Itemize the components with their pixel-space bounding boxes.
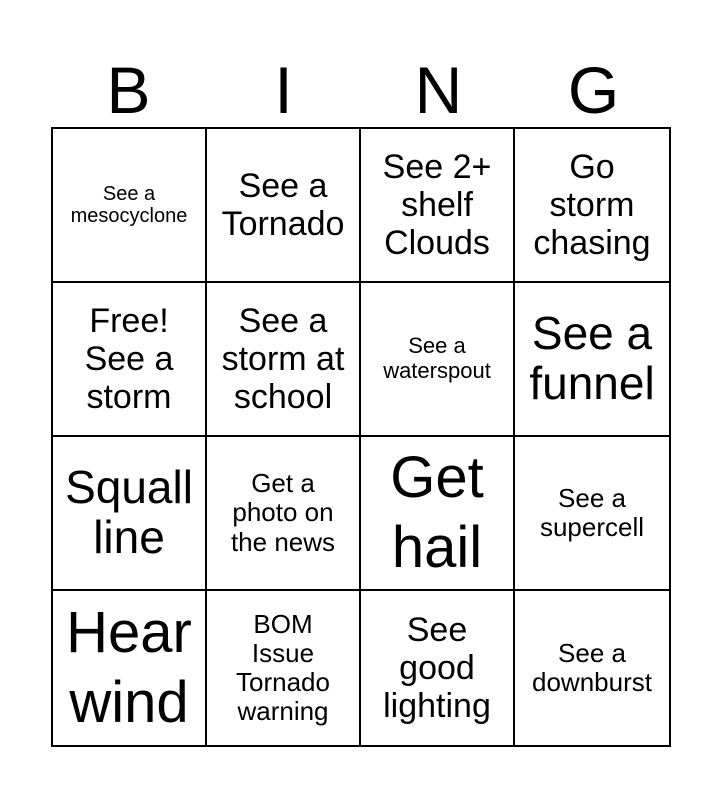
bingo-cell[interactable] — [515, 437, 669, 591]
bingo-cell[interactable] — [515, 591, 669, 745]
bingo-cell-label: BOM Issue Tornado warning — [236, 608, 330, 727]
bingo-cell-label: See a waterspout — [383, 333, 491, 383]
bingo-cell-label: Go storm chasing — [533, 147, 651, 263]
header-letter-g: G — [567, 53, 620, 127]
bingo-cell-label: Get a photo on the news — [230, 468, 336, 557]
bingo-cell-label: Squall line — [65, 461, 193, 563]
bingo-cell-label: See 2+ shelf Clouds — [382, 147, 492, 263]
bingo-cell-label: See a mesocyclone — [70, 182, 188, 227]
bingo-cell[interactable] — [53, 129, 207, 283]
bingo-cell[interactable] — [53, 591, 207, 745]
bingo-cell-label: Free! See a storm — [84, 301, 174, 417]
bingo-cell-label: See a supercell — [539, 482, 645, 542]
bingo-board — [51, 127, 671, 747]
bingo-header — [51, 52, 671, 128]
bingo-cell-free[interactable] — [53, 283, 207, 437]
bingo-cell-label: Get hail — [390, 445, 484, 580]
bingo-cell-label: See a Tornado — [221, 166, 345, 243]
bingo-cell-label: See a funnel — [529, 307, 655, 409]
bingo-cell[interactable] — [515, 129, 669, 283]
bingo-cell-label: See good lighting — [383, 610, 491, 726]
header-letter-i: I — [274, 53, 293, 127]
bingo-cell-label: See a downburst — [532, 637, 652, 697]
bingo-cell[interactable] — [207, 591, 361, 745]
bingo-cell[interactable] — [207, 129, 361, 283]
bingo-cell[interactable] — [53, 437, 207, 591]
bingo-cell-label: See a storm at school — [221, 301, 345, 417]
bingo-cell[interactable] — [515, 283, 669, 437]
bingo-cell-label: Hear wind — [66, 600, 192, 735]
bingo-cell[interactable] — [361, 283, 515, 437]
bingo-cell[interactable] — [207, 437, 361, 591]
bingo-cell[interactable] — [207, 283, 361, 437]
bingo-cell[interactable] — [361, 591, 515, 745]
header-letter-n: N — [414, 53, 463, 127]
bingo-cell[interactable] — [361, 437, 515, 591]
bingo-cell[interactable] — [361, 129, 515, 283]
header-letter-b: B — [106, 53, 151, 127]
